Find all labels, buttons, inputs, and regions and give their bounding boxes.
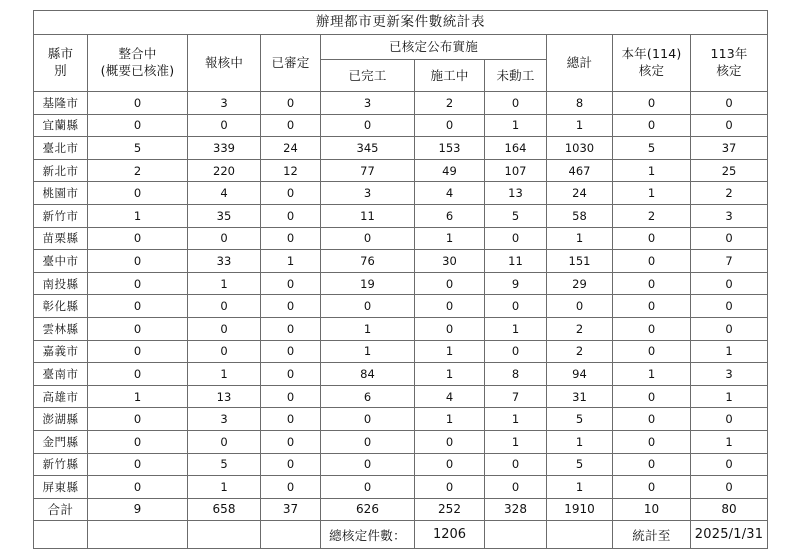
column-header-not-started: 未動工 bbox=[485, 60, 547, 92]
cell-integrating: 0 bbox=[88, 453, 188, 476]
cell-under-construction: 4 bbox=[415, 385, 485, 408]
cell-last-year: 0 bbox=[691, 227, 768, 250]
cell-total: 0 bbox=[547, 295, 613, 318]
cell-last-year: 0 bbox=[691, 317, 768, 340]
footer-blank-6 bbox=[547, 521, 613, 549]
cell-not-started: 0 bbox=[485, 295, 547, 318]
cell-last-year: 0 bbox=[691, 92, 768, 115]
cell-under-construction: 0 bbox=[415, 272, 485, 295]
cell-not-started: 13 bbox=[485, 182, 547, 205]
cell-under-review: 4 bbox=[188, 182, 261, 205]
cell-under-construction: 153 bbox=[415, 137, 485, 160]
cell-approved-review: 0 bbox=[261, 182, 321, 205]
cell-completed: 1 bbox=[321, 317, 415, 340]
cell-this-year: 0 bbox=[613, 340, 691, 363]
table-row bbox=[34, 430, 768, 453]
column-header-last-year bbox=[691, 35, 768, 92]
cell-completed: 3 bbox=[321, 92, 415, 115]
column-header-under-review: 報核中 bbox=[188, 35, 261, 92]
cell-completed: 0 bbox=[321, 114, 415, 137]
footer-total-approved-label: 總核定件數： bbox=[321, 521, 415, 549]
cell-under-review: 35 bbox=[188, 204, 261, 227]
cell-not-started: 0 bbox=[485, 453, 547, 476]
cell-completed: 6 bbox=[321, 385, 415, 408]
cell-completed: 345 bbox=[321, 137, 415, 160]
cell-completed: 19 bbox=[321, 272, 415, 295]
cell-under-review: 1 bbox=[188, 476, 261, 499]
cell-completed: 11 bbox=[321, 204, 415, 227]
cell-last-year: 0 bbox=[691, 453, 768, 476]
row-label-region: 金門縣 bbox=[34, 430, 88, 453]
cell-under-review: 0 bbox=[188, 317, 261, 340]
column-header-region bbox=[34, 35, 88, 92]
total-row-label: 合計 bbox=[34, 498, 88, 521]
row-label-region: 高雄市 bbox=[34, 385, 88, 408]
cell-approved-review: 0 bbox=[261, 430, 321, 453]
cell-total: 151 bbox=[547, 250, 613, 273]
cell-under-construction: 1 bbox=[415, 227, 485, 250]
cell-not-started: 0 bbox=[485, 476, 547, 499]
footer-blank-5 bbox=[485, 521, 547, 549]
cell-last-year: 1 bbox=[691, 340, 768, 363]
cell-last-year: 3 bbox=[691, 363, 768, 386]
row-label-region: 宜蘭縣 bbox=[34, 114, 88, 137]
cell-under-review: 1 bbox=[188, 363, 261, 386]
cell-this-year: 2 bbox=[613, 204, 691, 227]
region-header-line2: 別 bbox=[54, 63, 67, 78]
title-row bbox=[34, 11, 768, 35]
row-label-region: 苗栗縣 bbox=[34, 227, 88, 250]
total-cell-integrating: 9 bbox=[88, 498, 188, 521]
total-cell-total: 1910 bbox=[547, 498, 613, 521]
total-cell-under-construction: 252 bbox=[415, 498, 485, 521]
cell-total: 94 bbox=[547, 363, 613, 386]
table-row bbox=[34, 453, 768, 476]
cell-last-year: 1 bbox=[691, 385, 768, 408]
cell-completed: 0 bbox=[321, 430, 415, 453]
table-row bbox=[34, 182, 768, 205]
cell-not-started: 107 bbox=[485, 159, 547, 182]
cell-approved-review: 0 bbox=[261, 385, 321, 408]
cell-approved-review: 0 bbox=[261, 363, 321, 386]
table-row bbox=[34, 295, 768, 318]
cell-under-review: 339 bbox=[188, 137, 261, 160]
cell-last-year: 1 bbox=[691, 430, 768, 453]
cell-total: 29 bbox=[547, 272, 613, 295]
cell-under-construction: 49 bbox=[415, 159, 485, 182]
cell-under-construction: 1 bbox=[415, 340, 485, 363]
cell-integrating: 0 bbox=[88, 430, 188, 453]
cell-last-year: 25 bbox=[691, 159, 768, 182]
row-label-region: 新北市 bbox=[34, 159, 88, 182]
total-cell-not-started: 328 bbox=[485, 498, 547, 521]
integrating-header-line2: (概要已核准) bbox=[100, 63, 175, 78]
cell-approved-review: 12 bbox=[261, 159, 321, 182]
footer-blank-2 bbox=[88, 521, 188, 549]
cell-this-year: 0 bbox=[613, 408, 691, 431]
cell-integrating: 0 bbox=[88, 408, 188, 431]
cell-integrating: 0 bbox=[88, 227, 188, 250]
cell-this-year: 0 bbox=[613, 430, 691, 453]
table-row bbox=[34, 137, 768, 160]
table-row bbox=[34, 476, 768, 499]
cell-this-year: 0 bbox=[613, 295, 691, 318]
cell-under-review: 3 bbox=[188, 92, 261, 115]
cell-approved-review: 1 bbox=[261, 250, 321, 273]
column-header-total: 總計 bbox=[547, 35, 613, 92]
cell-last-year: 7 bbox=[691, 250, 768, 273]
cell-under-review: 0 bbox=[188, 295, 261, 318]
cell-total: 1 bbox=[547, 476, 613, 499]
cell-approved-review: 0 bbox=[261, 92, 321, 115]
cell-this-year: 0 bbox=[613, 385, 691, 408]
cell-integrating: 0 bbox=[88, 340, 188, 363]
cell-total: 1030 bbox=[547, 137, 613, 160]
cell-this-year: 0 bbox=[613, 114, 691, 137]
footer-blank-1 bbox=[34, 521, 88, 549]
cell-not-started: 1 bbox=[485, 317, 547, 340]
cell-last-year: 3 bbox=[691, 204, 768, 227]
total-cell-approved-review: 37 bbox=[261, 498, 321, 521]
table-row-footer bbox=[34, 521, 768, 549]
cell-under-review: 13 bbox=[188, 385, 261, 408]
row-label-region: 桃園市 bbox=[34, 182, 88, 205]
cell-not-started: 1 bbox=[485, 408, 547, 431]
cell-approved-review: 24 bbox=[261, 137, 321, 160]
cell-total: 1 bbox=[547, 430, 613, 453]
column-header-completed: 已完工 bbox=[321, 60, 415, 92]
column-header-approved-group: 已核定公布實施 bbox=[321, 35, 547, 60]
row-label-region: 南投縣 bbox=[34, 272, 88, 295]
cell-integrating: 0 bbox=[88, 295, 188, 318]
page-title: 辦理都市更新案件數統計表 bbox=[34, 11, 768, 35]
table-row bbox=[34, 250, 768, 273]
table-row bbox=[34, 385, 768, 408]
cell-under-review: 5 bbox=[188, 453, 261, 476]
cell-approved-review: 0 bbox=[261, 476, 321, 499]
table-row bbox=[34, 159, 768, 182]
cell-not-started: 0 bbox=[485, 92, 547, 115]
cell-last-year: 0 bbox=[691, 408, 768, 431]
row-label-region: 嘉義市 bbox=[34, 340, 88, 363]
table-row bbox=[34, 272, 768, 295]
statistics-table bbox=[33, 10, 768, 549]
cell-this-year: 0 bbox=[613, 250, 691, 273]
cell-under-review: 0 bbox=[188, 114, 261, 137]
table-row bbox=[34, 363, 768, 386]
cell-last-year: 0 bbox=[691, 114, 768, 137]
cell-under-review: 0 bbox=[188, 430, 261, 453]
cell-approved-review: 0 bbox=[261, 295, 321, 318]
cell-approved-review: 0 bbox=[261, 317, 321, 340]
table-row-total bbox=[34, 498, 768, 521]
cell-completed: 0 bbox=[321, 408, 415, 431]
cell-not-started: 1 bbox=[485, 114, 547, 137]
column-header-approved-review: 已審定 bbox=[261, 35, 321, 92]
cell-under-review: 0 bbox=[188, 340, 261, 363]
header-row-primary bbox=[34, 35, 768, 60]
cell-not-started: 8 bbox=[485, 363, 547, 386]
cell-not-started: 1 bbox=[485, 430, 547, 453]
cell-this-year: 0 bbox=[613, 272, 691, 295]
cell-under-review: 220 bbox=[188, 159, 261, 182]
cell-under-construction: 6 bbox=[415, 204, 485, 227]
cell-not-started: 5 bbox=[485, 204, 547, 227]
cell-approved-review: 0 bbox=[261, 272, 321, 295]
cell-total: 1 bbox=[547, 227, 613, 250]
cell-last-year: 0 bbox=[691, 295, 768, 318]
cell-this-year: 0 bbox=[613, 317, 691, 340]
cell-approved-review: 0 bbox=[261, 114, 321, 137]
cell-under-construction: 0 bbox=[415, 317, 485, 340]
row-label-region: 臺南市 bbox=[34, 363, 88, 386]
this-year-header-line1: 本年(114) bbox=[621, 46, 682, 62]
total-cell-under-review: 658 bbox=[188, 498, 261, 521]
cell-integrating: 0 bbox=[88, 114, 188, 137]
cell-last-year: 0 bbox=[691, 272, 768, 295]
cell-this-year: 0 bbox=[613, 453, 691, 476]
cell-not-started: 0 bbox=[485, 227, 547, 250]
cell-integrating: 1 bbox=[88, 385, 188, 408]
row-label-region: 新竹縣 bbox=[34, 453, 88, 476]
cell-integrating: 0 bbox=[88, 250, 188, 273]
cell-not-started: 164 bbox=[485, 137, 547, 160]
column-header-under-construction: 施工中 bbox=[415, 60, 485, 92]
integrating-header-line1: 整合中 bbox=[118, 46, 157, 62]
this-year-header-line2: 核定 bbox=[638, 63, 665, 78]
cell-total: 1 bbox=[547, 114, 613, 137]
cell-under-construction: 4 bbox=[415, 182, 485, 205]
table-row bbox=[34, 92, 768, 115]
row-label-region: 新竹市 bbox=[34, 204, 88, 227]
cell-integrating: 0 bbox=[88, 476, 188, 499]
cell-integrating: 0 bbox=[88, 272, 188, 295]
region-header-line1: 縣市 bbox=[47, 46, 74, 62]
cell-total: 8 bbox=[547, 92, 613, 115]
cell-total: 2 bbox=[547, 340, 613, 363]
cell-integrating: 1 bbox=[88, 204, 188, 227]
cell-not-started: 11 bbox=[485, 250, 547, 273]
cell-under-review: 0 bbox=[188, 227, 261, 250]
cell-under-construction: 0 bbox=[415, 430, 485, 453]
cell-integrating: 0 bbox=[88, 92, 188, 115]
column-header-this-year bbox=[613, 35, 691, 92]
cell-total: 31 bbox=[547, 385, 613, 408]
cell-completed: 0 bbox=[321, 476, 415, 499]
cell-approved-review: 0 bbox=[261, 453, 321, 476]
total-cell-this-year: 10 bbox=[613, 498, 691, 521]
cell-last-year: 0 bbox=[691, 476, 768, 499]
cell-under-construction: 0 bbox=[415, 295, 485, 318]
cell-under-review: 3 bbox=[188, 408, 261, 431]
row-label-region: 基隆市 bbox=[34, 92, 88, 115]
footer-as-of-label: 統計至 bbox=[613, 521, 691, 549]
total-cell-last-year: 80 bbox=[691, 498, 768, 521]
cell-completed: 84 bbox=[321, 363, 415, 386]
cell-this-year: 0 bbox=[613, 476, 691, 499]
cell-this-year: 1 bbox=[613, 159, 691, 182]
row-label-region: 澎湖縣 bbox=[34, 408, 88, 431]
cell-this-year: 1 bbox=[613, 182, 691, 205]
row-label-region: 屏東縣 bbox=[34, 476, 88, 499]
row-label-region: 彰化縣 bbox=[34, 295, 88, 318]
cell-integrating: 5 bbox=[88, 137, 188, 160]
last-year-header-line1: 113年 bbox=[710, 46, 748, 62]
cell-integrating: 0 bbox=[88, 363, 188, 386]
total-cell-completed: 626 bbox=[321, 498, 415, 521]
cell-this-year: 1 bbox=[613, 363, 691, 386]
cell-completed: 3 bbox=[321, 182, 415, 205]
cell-completed: 76 bbox=[321, 250, 415, 273]
cell-under-construction: 0 bbox=[415, 476, 485, 499]
row-label-region: 臺中市 bbox=[34, 250, 88, 273]
cell-approved-review: 0 bbox=[261, 227, 321, 250]
cell-total: 467 bbox=[547, 159, 613, 182]
cell-under-construction: 2 bbox=[415, 92, 485, 115]
cell-under-construction: 1 bbox=[415, 363, 485, 386]
cell-integrating: 0 bbox=[88, 317, 188, 340]
cell-last-year: 37 bbox=[691, 137, 768, 160]
cell-under-construction: 0 bbox=[415, 114, 485, 137]
cell-completed: 0 bbox=[321, 227, 415, 250]
footer-as-of-date: 2025/1/31 bbox=[691, 521, 768, 549]
cell-approved-review: 0 bbox=[261, 204, 321, 227]
table-row bbox=[34, 114, 768, 137]
cell-under-review: 33 bbox=[188, 250, 261, 273]
cell-this-year: 0 bbox=[613, 227, 691, 250]
cell-approved-review: 0 bbox=[261, 340, 321, 363]
cell-not-started: 9 bbox=[485, 272, 547, 295]
footer-blank-4 bbox=[261, 521, 321, 549]
cell-total: 5 bbox=[547, 408, 613, 431]
footer-blank-3 bbox=[188, 521, 261, 549]
table-row bbox=[34, 227, 768, 250]
cell-this-year: 5 bbox=[613, 137, 691, 160]
cell-integrating: 2 bbox=[88, 159, 188, 182]
cell-last-year: 2 bbox=[691, 182, 768, 205]
row-label-region: 雲林縣 bbox=[34, 317, 88, 340]
cell-approved-review: 0 bbox=[261, 408, 321, 431]
cell-under-construction: 1 bbox=[415, 408, 485, 431]
cell-not-started: 0 bbox=[485, 340, 547, 363]
footer-total-approved-value: 1206 bbox=[415, 521, 485, 549]
cell-total: 5 bbox=[547, 453, 613, 476]
table-row bbox=[34, 408, 768, 431]
cell-under-construction: 0 bbox=[415, 453, 485, 476]
table-row bbox=[34, 317, 768, 340]
cell-under-review: 1 bbox=[188, 272, 261, 295]
table-row bbox=[34, 340, 768, 363]
column-header-integrating bbox=[88, 35, 188, 92]
cell-completed: 1 bbox=[321, 340, 415, 363]
cell-completed: 77 bbox=[321, 159, 415, 182]
cell-this-year: 0 bbox=[613, 92, 691, 115]
cell-total: 24 bbox=[547, 182, 613, 205]
last-year-header-line2: 核定 bbox=[716, 63, 742, 78]
cell-under-construction: 30 bbox=[415, 250, 485, 273]
cell-total: 2 bbox=[547, 317, 613, 340]
cell-completed: 0 bbox=[321, 453, 415, 476]
cell-total: 58 bbox=[547, 204, 613, 227]
cell-completed: 0 bbox=[321, 295, 415, 318]
cell-not-started: 7 bbox=[485, 385, 547, 408]
table-row bbox=[34, 204, 768, 227]
cell-integrating: 0 bbox=[88, 182, 188, 205]
row-label-region: 臺北市 bbox=[34, 137, 88, 160]
